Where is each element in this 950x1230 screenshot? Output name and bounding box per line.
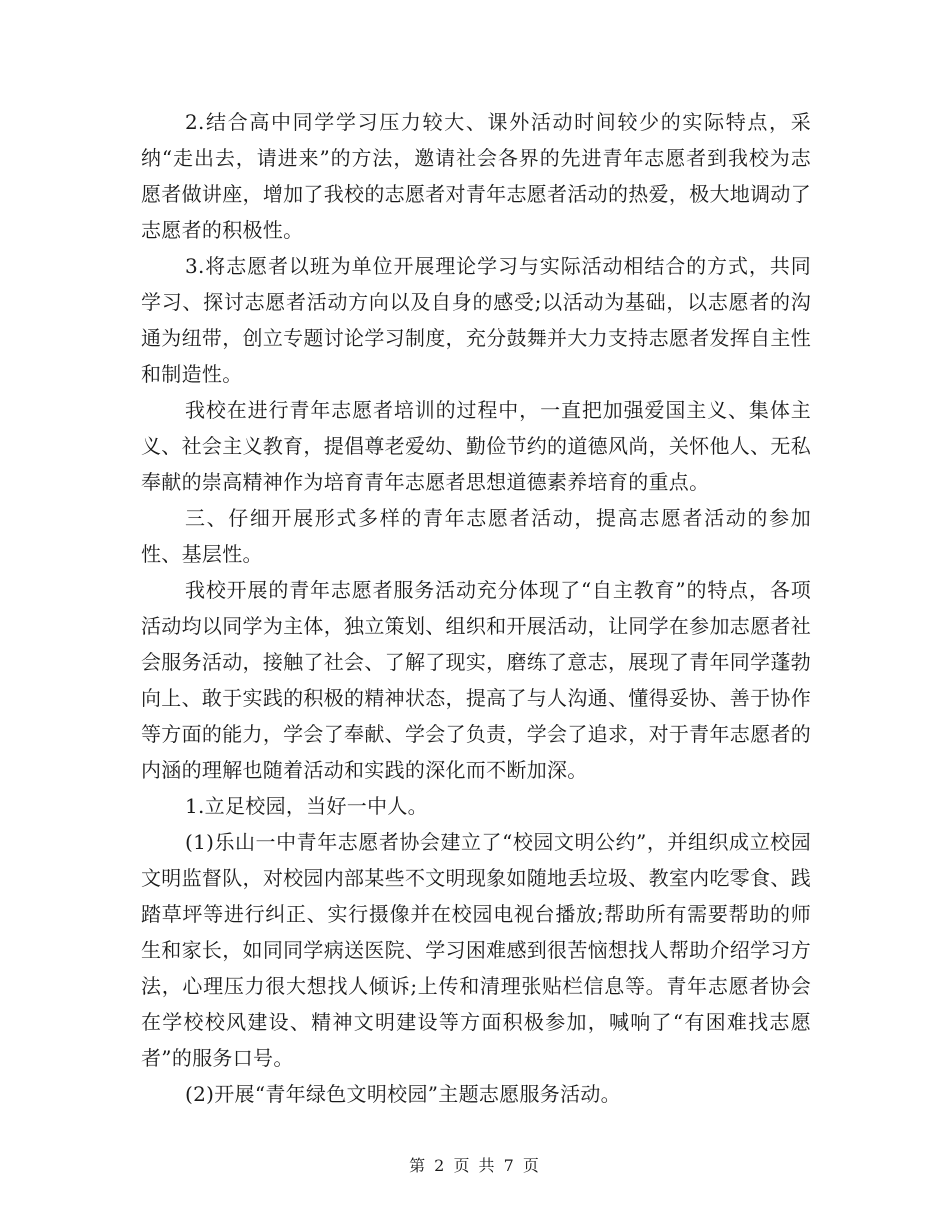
paragraph-class-study: 3.将志愿者以班为单位开展理论学习与实际活动相结合的方式，共同学习、探讨志愿者活动方向以及自身的感受;以活动为基础，以志愿者的沟通为纽带，创立专题讨论学习制度，充分鼓舞并大力支持志愿者发挥自主性和制造性。 [141,254,811,386]
section-heading-three: 三、仔细开展形式多样的青年志愿者活动，提高志愿者活动的参加性、基层性。 [141,506,811,566]
subheading-campus: 1.立足校园，当好一中人。 [185,794,428,818]
paragraph-campus-civility: (1)乐山一中青年志愿者协会建立了“校园文明公约”，并组织成立校园文明监督队，对校园内部某些不文明现象如随地丢垃圾、教室内吃零食、践踏草坪等进行纠正、实行摄像并在校园电视台播放;帮助所有需要帮助的师生和家长，如同同学病送医院、学习困难感到很苦恼想找人帮助介绍学习方法，心理压力很大想找人倾诉;上传和清理张贴栏信息等。青年志愿者协会在学校校风建设、精神文明建设等方面积极参加，喊响了“有困难找志愿者”的服务口号。 [141,830,811,1070]
paragraph-training-lectures: 2.结合高中同学学习压力较大、课外活动时间较少的实际特点，采纳“走出去，请进来”的方法，邀请社会各界的先进青年志愿者到我校为志愿者做讲座，增加了我校的志愿者对青年志愿者活动的热爱，极大地调动了志愿者的积极性。 [141,110,811,242]
document-body [141,104,811,1112]
paragraph-green-campus: (2)开展“青年绿色文明校园”主题志愿服务活动。 [185,1082,621,1106]
paragraph-moral-education: 我校在进行青年志愿者培训的过程中，一直把加强爱国主义、集体主义、社会主义教育，提倡尊老爱幼、勤俭节约的道德风尚，关怀他人、无私奉献的崇高精神作为培育青年志愿者思想道德素养培育的重点。 [141,398,811,494]
page-number: 第 2 页 共 7 页 [409,1156,541,1175]
paragraph-self-education: 我校开展的青年志愿者服务活动充分体现了“自主教育”的特点，各项活动均以同学为主体，独立策划、组织和开展活动，让同学在参加志愿者社会服务活动，接触了社会、了解了现实，磨练了意志，展现了青年同学蓬勃向上、敢于实践的积极的精神状态，提高了与人沟通、懂得妥协、善于协作等方面的能力，学会了奉献、学会了负责，学会了追求，对于青年志愿者的内涵的理解也随着活动和实践的深化而不断加深。 [141,578,811,782]
